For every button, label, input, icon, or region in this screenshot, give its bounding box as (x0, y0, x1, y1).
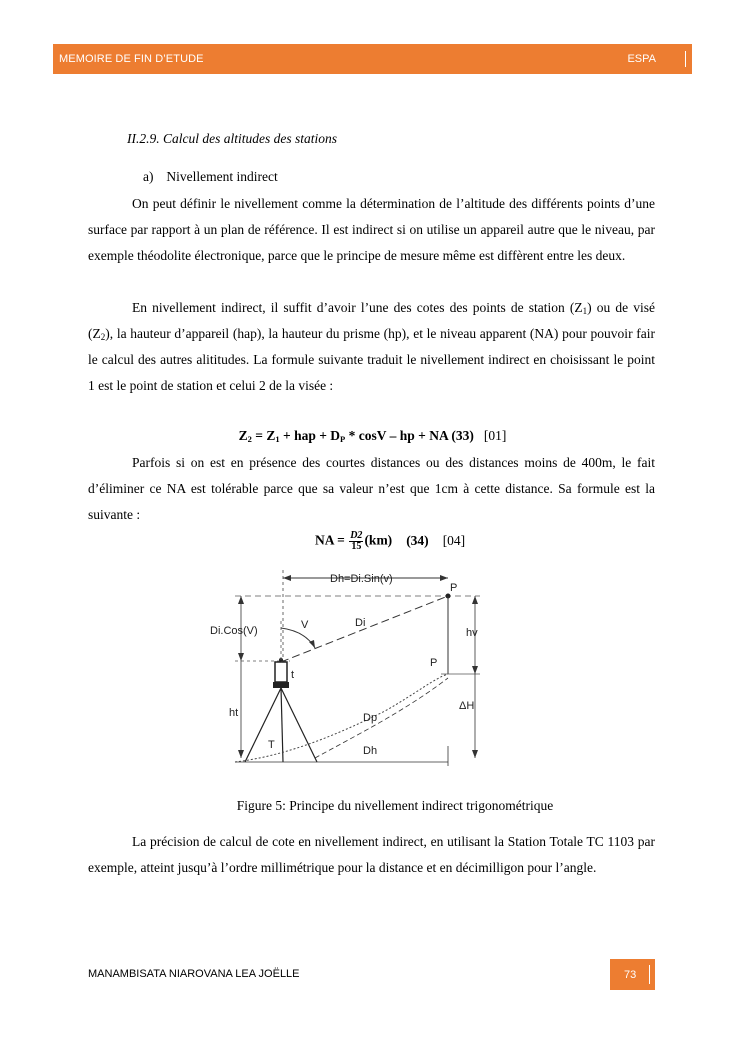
paragraph-definition-text: On peut définir le nivellement comme la détermination de l’altitude des différents points d’une surface par rapport à un plan de référence. Il est indirect si on utilise un appareil autre que le niveau, par exemple théodolite électronique, parce que le principe de mesure même est diffèrent entre les deux. (88, 196, 655, 263)
paragraph-indirect (88, 295, 655, 399)
formula-33 (0, 428, 745, 444)
p2-text-b: ) ou de visé (Z (88, 300, 655, 341)
footer-author: MANAMBISATA NIAROVANA LEA JOËLLE (88, 968, 300, 980)
header-divider (685, 51, 686, 67)
f2-reference: [04] (442, 532, 466, 548)
formula-34 (315, 531, 465, 552)
f1-rest2: * cosV – hp + NA (33) (345, 428, 474, 443)
page-number: 73 (624, 969, 637, 981)
fig-label-ht: ht (229, 707, 239, 719)
page-number-box (610, 959, 655, 990)
figure-caption: Figure 5: Principe du nivellement indirect trigonométrique (236, 798, 554, 813)
fig-label-v: V (301, 619, 309, 631)
fig-label-hv: hv (466, 627, 478, 639)
f2-fraction (349, 531, 363, 552)
paragraph-precision-text: La précision de calcul de cote en nivellement indirect, en utilisant la Station Totale TC 1103 par exemple, atteint jusqu’à l’ordre millimétrique pour la distance et en décimilligon pour l’angle. (88, 834, 655, 875)
p2-text-a: En nivellement indirect, il suffit d’avoir l’une des cotes des points de station (Z (132, 300, 583, 315)
fig-label-p-mid: P (430, 657, 438, 669)
f1-z2: Z (238, 428, 248, 443)
paragraph-definition (88, 191, 655, 269)
page-header (53, 44, 692, 74)
p2-sub2: 2 (100, 332, 106, 342)
subsection-title: Nivellement indirect (166, 169, 278, 184)
f1-eq: = Z (251, 428, 276, 443)
f2-lhs: NA = (315, 532, 349, 548)
f2-unit: (km) (364, 532, 393, 548)
f1-reference: [01] (483, 428, 507, 443)
fig-label-dh-top: Dh=Di.Sin(v) (330, 573, 393, 585)
paragraph-short-distances (88, 450, 655, 528)
fig-label-p-top: P (450, 582, 458, 594)
f2-numerator: D2 (350, 530, 363, 541)
subsection-heading (143, 169, 278, 185)
header-title: MEMOIRE DE FIN D’ETUDE (59, 53, 204, 65)
p2-sub1: 1 (582, 306, 588, 316)
f1-z1-sub: 1 (275, 434, 280, 444)
levelling-diagram (205, 566, 525, 776)
fig-label-di: Di (355, 617, 366, 629)
fig-label-t: t (291, 669, 295, 681)
page-number-divider (649, 965, 650, 984)
section-title: II.2.9. Calcul des altitudes des stations (127, 131, 337, 146)
f1-dp-sub: P (340, 434, 346, 444)
f1-z2-sub: 2 (247, 434, 252, 444)
paragraph-short-distances-text: Parfois si on est en présence des courtes distances ou des distances moins de 400m, le fait d’éliminer ce NA est tolérable parce que sa valeur n’est que 1cm à cette distance. Sa formule est la suivante : (88, 455, 655, 522)
fig-label-dh-base: Dh (363, 745, 378, 757)
header-school: ESPA (627, 53, 656, 65)
f2-equation-number: (34) (406, 532, 429, 548)
f1-rest1: + hap + D (279, 428, 341, 443)
fig-label-dh-delta: ΔH (459, 700, 475, 712)
fig-label-T: T (268, 739, 275, 751)
f2-denominator: 15 (351, 541, 362, 552)
p2-text-c: ), la hauteur d’appareil (hap), la hauteur du prisme (hp), et le niveau apparent (NA) pour pouvoir fair le calcul des autres alititudes. La formule suivante traduit le nivellement indirect en choisissant le point 1 est le point de station et celui 2 de la visée : (88, 326, 655, 393)
fig-label-dp: Dp (363, 712, 378, 724)
fig-label-dicosv: Di.Cos(V) (210, 625, 258, 637)
subsection-marker: a) (143, 169, 154, 184)
paragraph-precision (88, 829, 655, 881)
